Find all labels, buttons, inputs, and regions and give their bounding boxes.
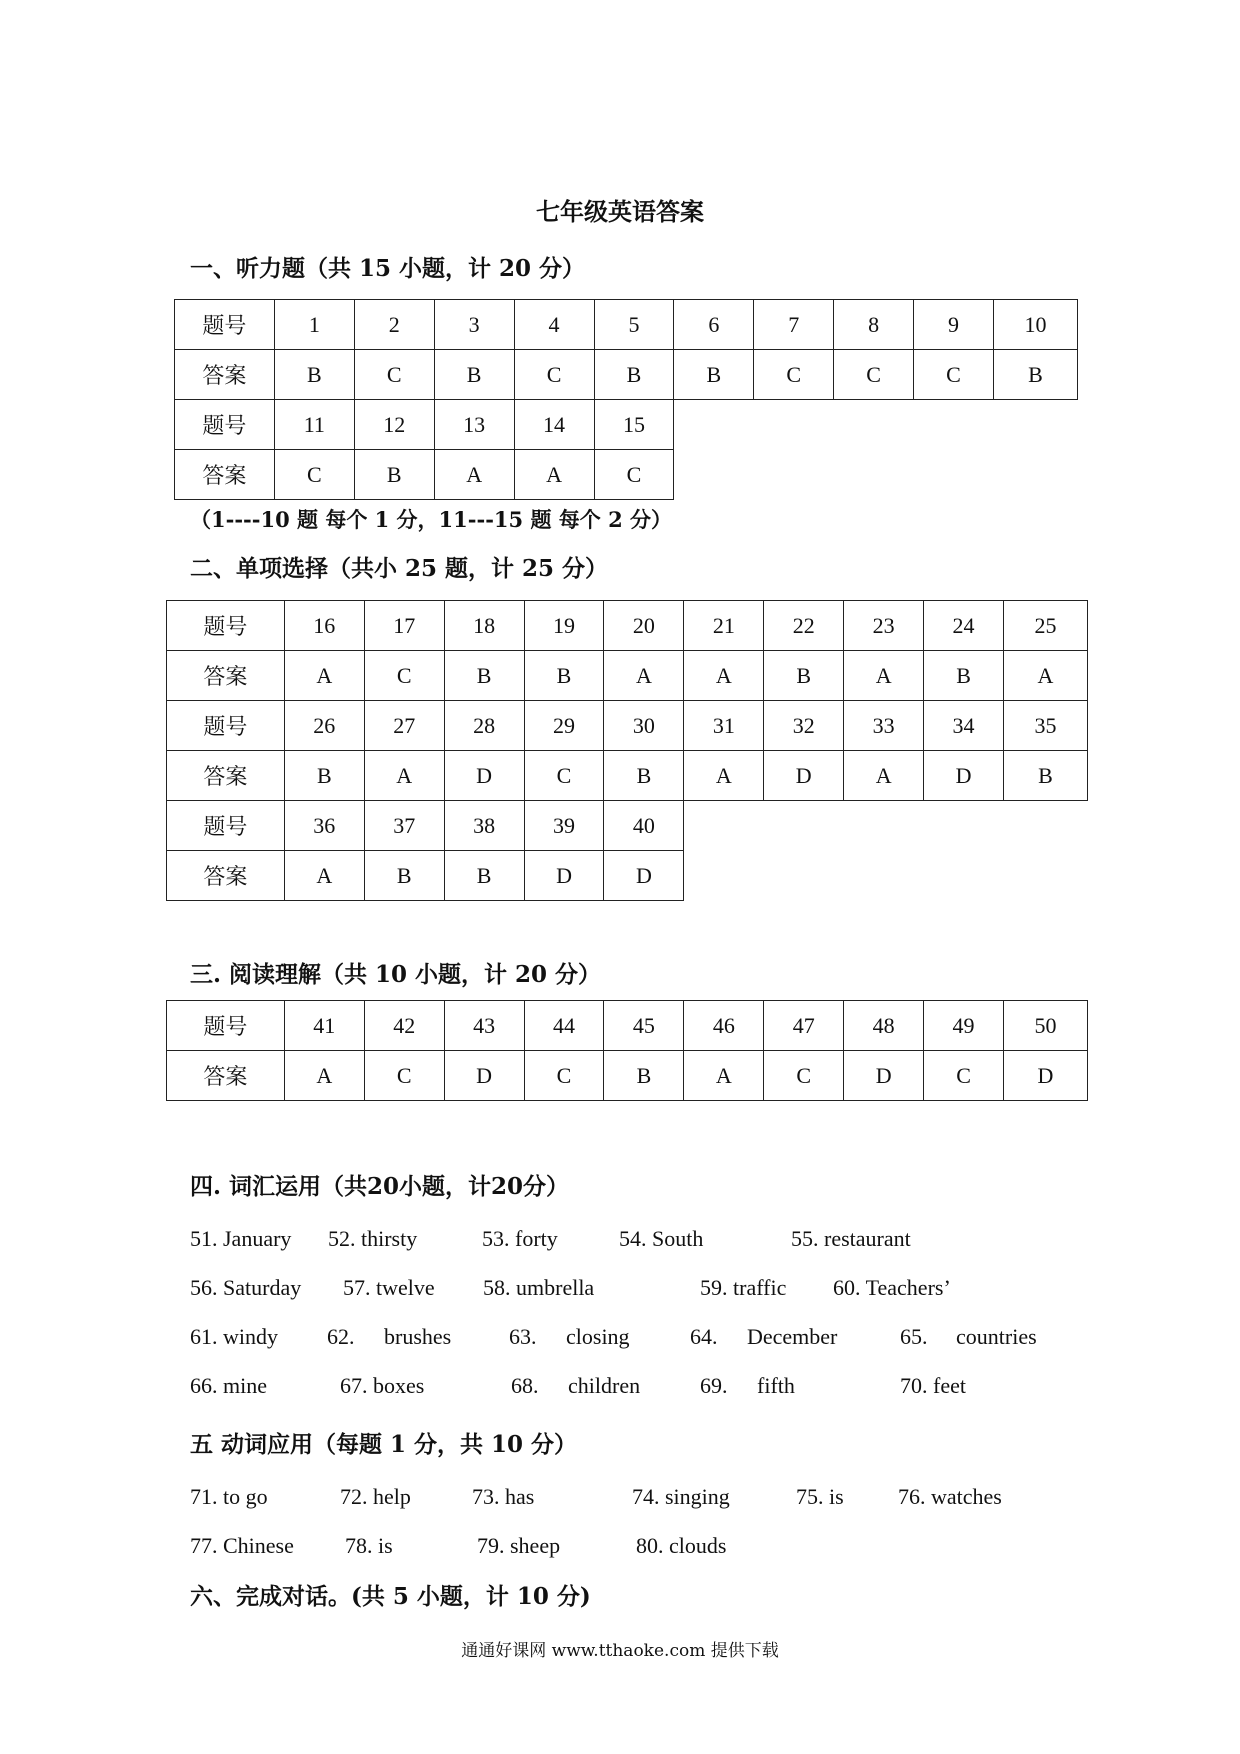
table-cell: B [364,851,444,901]
table-cell: 28 [444,701,524,751]
table-row [167,651,1088,701]
table-cell: 15 [594,400,674,450]
word-answer: 52. thirsty [328,1226,418,1251]
table-row [175,300,1078,350]
table-cell: 4 [514,300,594,350]
table-cell: 9 [914,300,994,350]
table-cell: A [604,651,684,701]
section-2-heading: 二、单项选择（共小 25 题，计 25 分） [190,555,609,582]
table-cell: B [1004,751,1088,801]
table-cell: 29 [524,701,604,751]
table-row [167,701,1088,751]
table-cell: 题号 [167,701,285,751]
table-cell: 答案 [167,851,285,901]
word-answer: 56. Saturday [190,1275,302,1300]
table-cell: 18 [444,601,524,651]
table-row [167,1051,1088,1101]
table-cell: 33 [844,701,924,751]
page-footer: 通通好课网 www.tthaoke.com 提供下载 [461,1641,779,1661]
verb-answer: 71. to go [190,1484,268,1509]
table-cell: D [604,851,684,901]
table-cell: A [514,450,594,500]
word-answer: 60. Teachers’ [833,1275,951,1300]
word-answer: December [747,1324,838,1349]
table-cell: 41 [284,1001,364,1051]
empty-cell [684,801,1088,851]
table-cell: A [1004,651,1088,701]
table-cell: 20 [604,601,684,651]
table-row [167,1001,1088,1051]
word-answer: brushes [384,1324,452,1349]
verb-answer: 74. singing [632,1484,730,1509]
table-cell: A [684,751,764,801]
table-cell: D [1004,1051,1088,1101]
table-cell: D [524,851,604,901]
answer-table-2 [166,600,1088,901]
table-cell: A [364,751,444,801]
word-answer: 57. twelve [343,1275,435,1300]
verb-answer: 79. sheep [477,1533,561,1558]
word-answer: fifth [757,1373,795,1398]
verb-answer: 80. clouds [636,1533,727,1558]
table-cell: C [524,1051,604,1101]
scoring-note: （1----10 题 每个 1 分，11---15 题 每个 2 分） [190,507,673,532]
table-cell: A [434,450,514,500]
table-cell: B [284,751,364,801]
table-cell: 题号 [167,1001,285,1051]
table-cell: D [764,751,844,801]
word-answer: 51. January [190,1226,292,1251]
table-cell: C [274,450,354,500]
table-cell: A [684,651,764,701]
table-cell: B [354,450,434,500]
word-answer-number: 65. [900,1324,928,1349]
verb-answer: 77. Chinese [190,1533,294,1558]
word-answer: 58. umbrella [483,1275,595,1300]
table-cell: 3 [434,300,514,350]
table-cell: B [924,651,1004,701]
word-answer-number: 63. [509,1324,537,1349]
table-cell: 39 [524,801,604,851]
table-cell: B [993,350,1077,400]
table-cell: 24 [924,601,1004,651]
word-answer: 54. South [619,1226,704,1251]
table-cell: 36 [284,801,364,851]
word-answer: 66. mine [190,1373,267,1398]
word-answer-number: 62. [327,1324,355,1349]
table-cell: 47 [764,1001,844,1051]
table-cell: 21 [684,601,764,651]
table-cell: 17 [364,601,444,651]
table-cell: 50 [1004,1001,1088,1051]
table-cell: B [274,350,354,400]
word-answer: 70. feet [900,1373,966,1398]
table-cell: 23 [844,601,924,651]
table-cell: C [754,350,834,400]
table-cell: 27 [364,701,444,751]
table-cell: 26 [284,701,364,751]
table-cell: D [844,1051,924,1101]
verb-answer: 73. has [472,1484,535,1509]
table-cell: 答案 [167,1051,285,1101]
table-cell: C [834,350,914,400]
table-cell: 16 [284,601,364,651]
table-cell: 答案 [167,751,285,801]
table-cell: 42 [364,1001,444,1051]
table-cell: 答案 [175,350,275,400]
table-cell: 2 [354,300,434,350]
table-cell: C [364,1051,444,1101]
table-cell: 49 [924,1001,1004,1051]
table-cell: A [684,1051,764,1101]
table-cell: 10 [993,300,1077,350]
table-cell: B [674,350,754,400]
table-cell: 25 [1004,601,1088,651]
table-cell: 题号 [175,400,275,450]
table-cell: A [284,1051,364,1101]
section-3-heading: 三. 阅读理解（共 10 小题，计 20 分） [190,961,602,988]
table-row [175,400,1078,450]
table-cell: B [444,651,524,701]
table-cell: 37 [364,801,444,851]
section-6-heading: 六、完成对话。(共 5 小题，计 10 分) [190,1583,591,1610]
table-cell: 19 [524,601,604,651]
table-row [167,801,1088,851]
table-cell: A [844,751,924,801]
table-cell: 35 [1004,701,1088,751]
table-cell: B [604,1051,684,1101]
word-answer: 59. traffic [700,1275,787,1300]
table-cell: 38 [444,801,524,851]
document-title: 七年级英语答案 [536,197,704,226]
table-cell: C [594,450,674,500]
table-cell: 8 [834,300,914,350]
table-cell: B [604,751,684,801]
table-cell: D [924,751,1004,801]
word-answer-number: 64. [690,1324,718,1349]
table-cell: 12 [354,400,434,450]
section-1-heading: 一、听力题（共 15 小题，计 20 分） [190,255,586,282]
table-cell: B [524,651,604,701]
table-cell: 31 [684,701,764,751]
empty-cell [674,400,1078,450]
table-cell: D [444,751,524,801]
table-cell: C [514,350,594,400]
table-cell: 48 [844,1001,924,1051]
table-cell: 45 [604,1001,684,1051]
table-cell: 43 [444,1001,524,1051]
table-row [167,601,1088,651]
table-cell: 14 [514,400,594,450]
table-cell: 5 [594,300,674,350]
table-cell: C [354,350,434,400]
table-cell: A [844,651,924,701]
table-cell: 11 [274,400,354,450]
table-cell: 1 [274,300,354,350]
table-cell: 答案 [175,450,275,500]
verb-answer: 75. is [796,1484,844,1509]
section-4-heading: 四. 词汇运用（共20小题，计20分） [190,1173,570,1200]
table-cell: C [924,1051,1004,1101]
word-answer: 61. windy [190,1324,278,1349]
table-cell: 40 [604,801,684,851]
table-row [175,350,1078,400]
table-cell: 13 [434,400,514,450]
section-5-heading: 五 动词应用（每题 1 分，共 10 分） [190,1431,578,1458]
table-cell: A [284,851,364,901]
word-answer-number: 68. [511,1373,539,1398]
empty-cell [674,450,1078,500]
verb-answer: 78. is [345,1533,393,1558]
word-answer: children [568,1373,641,1398]
word-answer: countries [956,1324,1037,1349]
table-row [167,851,1088,901]
table-cell: 6 [674,300,754,350]
table-cell: 22 [764,601,844,651]
word-answer: 55. restaurant [791,1226,911,1251]
table-cell: B [764,651,844,701]
table-cell: A [284,651,364,701]
table-row [175,450,1078,500]
answer-table-3 [166,1000,1088,1101]
table-cell: 题号 [175,300,275,350]
table-cell: 7 [754,300,834,350]
empty-cell [684,851,1088,901]
table-cell: C [364,651,444,701]
table-cell: C [764,1051,844,1101]
word-answer: closing [566,1324,630,1349]
table-cell: B [444,851,524,901]
table-cell: 30 [604,701,684,751]
table-cell: 34 [924,701,1004,751]
table-cell: 题号 [167,801,285,851]
word-answer-number: 69. [700,1373,728,1398]
table-row [167,751,1088,801]
table-cell: 44 [524,1001,604,1051]
word-answer: 67. boxes [340,1373,425,1398]
table-cell: 题号 [167,601,285,651]
table-cell: B [434,350,514,400]
table-cell: D [444,1051,524,1101]
table-cell: C [524,751,604,801]
table-cell: B [594,350,674,400]
verb-answer: 76. watches [898,1484,1002,1509]
table-cell: 答案 [167,651,285,701]
word-answer: 53. forty [482,1226,558,1251]
table-cell: 46 [684,1001,764,1051]
verb-answer: 72. help [340,1484,411,1509]
table-cell: C [914,350,994,400]
table-cell: 32 [764,701,844,751]
answer-table-1 [174,299,1078,500]
